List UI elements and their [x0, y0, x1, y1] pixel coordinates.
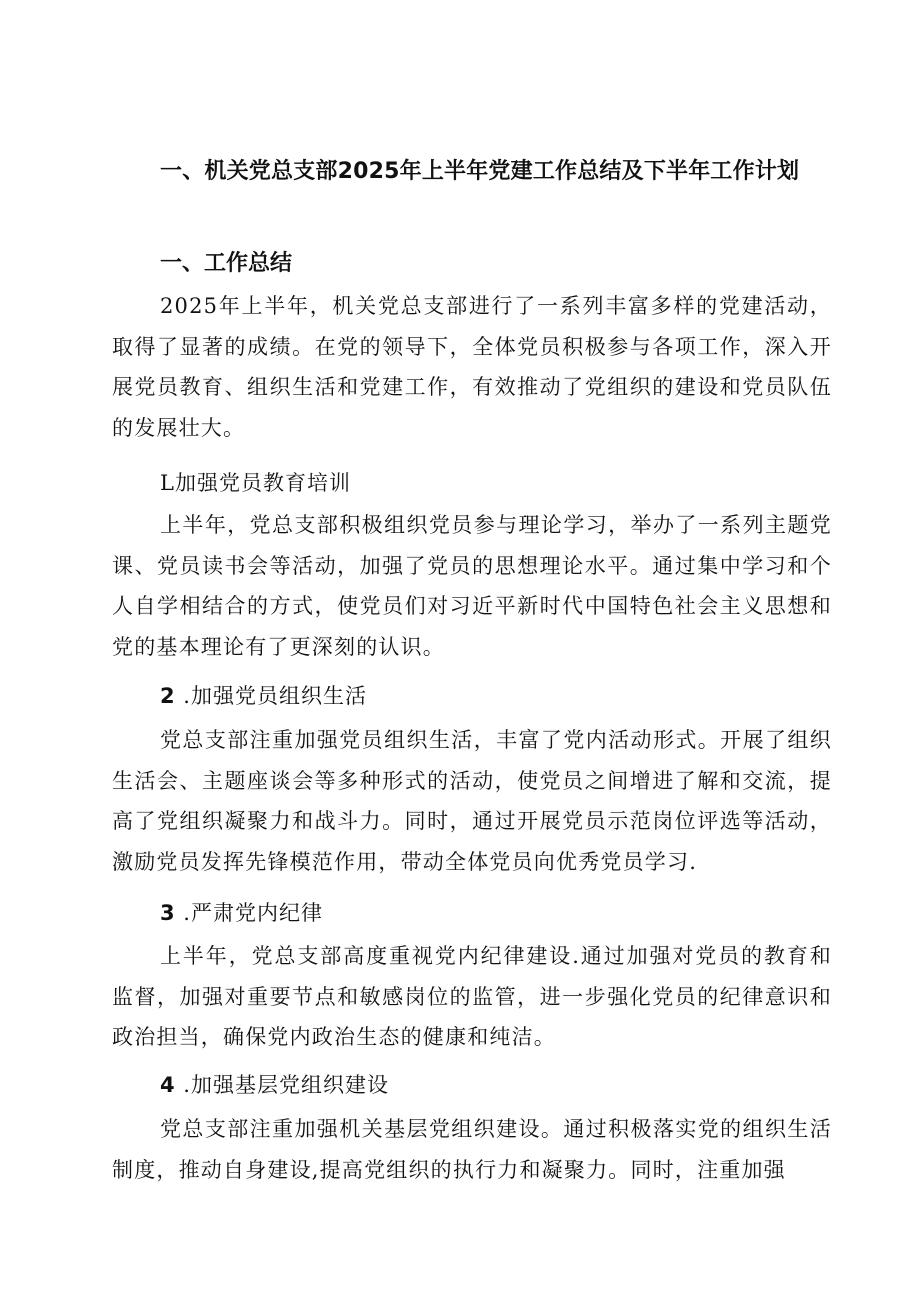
- item-1-number: L: [160, 471, 175, 495]
- item-1-heading: [160, 463, 351, 503]
- item-2-body: 党总支部注重加强党员组织生活，丰富了党内活动形式。开展了组织生活会、主题座谈会等多种形式的活动，使党员之间增进了解和交流，提高了党组织凝聚力和战斗力。同时，通过开展党员示范岗位评选等活动，激励党员发挥先锋模范作用，带动全体党员向优秀党员学习.: [112, 728, 832, 874]
- item-4-body: 党总支部注重加强机关基层党组织建设。通过积极落实党的组织生活制度，推动自身建设,提高党组织的执行力和凝聚力。同时，注重加强: [112, 1117, 832, 1182]
- item-2-title: .加强党员组织生活: [175, 684, 367, 708]
- item-3-body: 上半年，党总支部高度重视党内纪律建设.通过加强对党员的教育和监督，加强对重要节点和敏感岗位的监管，进一步强化党员的纪律意识和政治担当，确保党内政治生态的健康和纯洁。: [112, 944, 832, 1049]
- item-3-heading: [160, 893, 323, 933]
- item-1-title: 加强党员教育培训: [174, 471, 351, 495]
- section-heading: 一、工作总结: [160, 251, 293, 276]
- item-4-heading: [160, 1065, 389, 1105]
- item-4-title: .加强基层党组织建设: [175, 1073, 389, 1097]
- item-3-number: 3: [160, 901, 176, 925]
- item-1-body: 上半年，党总支部积极组织党员参与理论学习，举办了一系列主题党课、党员读书会等活动，加强了党员的思想理论水平。通过集中学习和个人自学相结合的方式，使党员们对习近平新时代中国特色社会主义思想和党的基本理论有了更深刻的认识。: [112, 513, 832, 659]
- item-2-number: 2: [160, 684, 176, 708]
- item-3-title: .严肃党内纪律: [175, 901, 323, 925]
- intro-paragraph: 2025年上半年，机关党总支部进行了一系列丰富多样的党建活动，取得了显著的成绩。在党的领导下，全体党员积极参与各项工作，深入开展党员教育、组织生活和党建工作，有效推动了党组织的建设和党员队伍的发展壮大。: [112, 294, 832, 440]
- document-title: 一、机关党总支部2025年上半年党建工作总结及下半年工作计划: [160, 159, 800, 184]
- item-4-number: 4: [160, 1073, 176, 1097]
- item-2-heading: [160, 676, 367, 716]
